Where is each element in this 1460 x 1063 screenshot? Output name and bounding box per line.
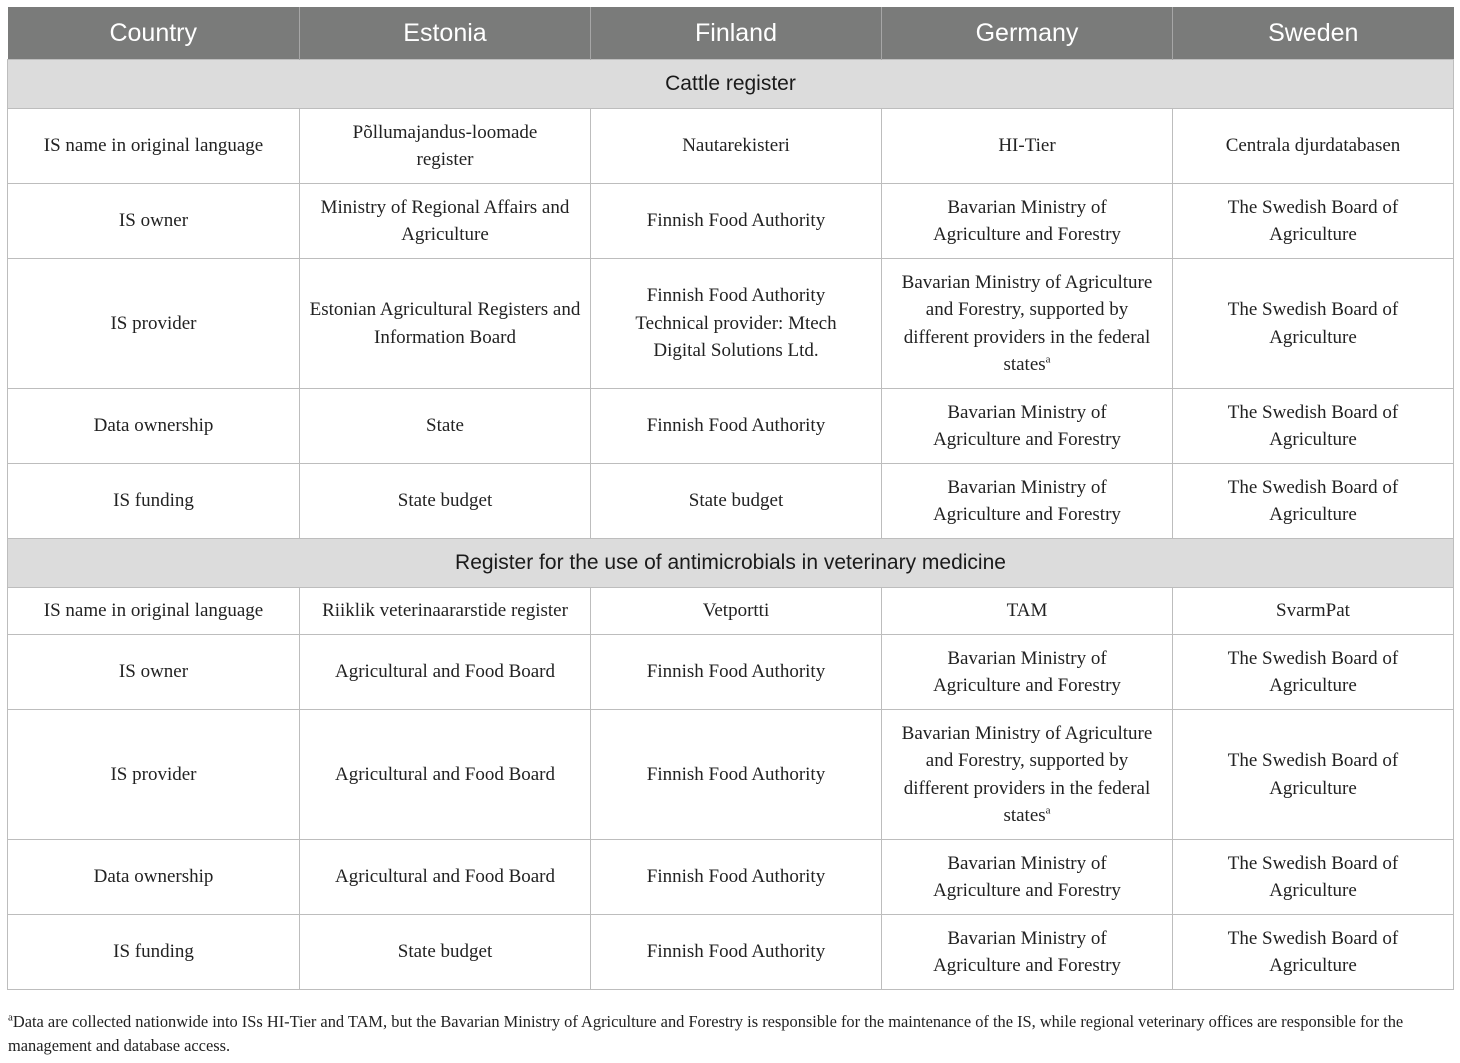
cell-sweden — [1173, 840, 1454, 915]
cell-estonia: Riiklik veterinaararstide register — [300, 588, 591, 635]
cell-germany — [882, 464, 1173, 539]
cell-finland: Finnish Food Authority — [591, 840, 882, 915]
cell-estonia: Estonian Agricultural Registers and Information Board — [300, 259, 591, 389]
cell-germany — [882, 840, 1173, 915]
cell-germany: HI-Tier — [882, 109, 1173, 184]
cell-text: The Swedish Board of Agriculture — [1227, 647, 1399, 696]
table-row — [8, 109, 1454, 184]
cell-text: Põllumajandus-loomade register — [352, 121, 538, 170]
cell-finland: Finnish Food Authority — [591, 915, 882, 990]
table-row — [8, 464, 1454, 539]
footnote-marker: a — [1045, 353, 1051, 366]
row-label: Data ownership — [8, 389, 300, 464]
cell-text: Bavarian Ministry of Agriculture and Forestry — [933, 401, 1121, 450]
cell-sweden — [1173, 389, 1454, 464]
cell-sweden — [1173, 710, 1454, 840]
cell-germany — [882, 259, 1173, 389]
cell-text: Bavarian Ministry of Agriculture and Forestry — [933, 852, 1121, 901]
cell-estonia: State budget — [300, 464, 591, 539]
cell-text: Bavarian Ministry of Agriculture and Forestry — [933, 196, 1121, 245]
cell-finland: Finnish Food Authority — [591, 635, 882, 710]
cell-text: The Swedish Board of Agriculture — [1227, 750, 1399, 799]
table-row — [8, 184, 1454, 259]
section-title: Register for the use of antimicrobials in veterinary medicine — [8, 539, 1454, 588]
row-label: IS funding — [8, 915, 300, 990]
section-row — [8, 60, 1454, 109]
cell-estonia: State budget — [300, 915, 591, 990]
row-label: IS name in original language — [8, 588, 300, 635]
cell-germany — [882, 389, 1173, 464]
cell-estonia: Agricultural and Food Board — [300, 710, 591, 840]
cell-estonia: Ministry of Regional Affairs and Agriculture — [300, 184, 591, 259]
cell-estonia: State — [300, 389, 591, 464]
header-sweden: Sweden — [1173, 7, 1454, 60]
row-label: IS funding — [8, 464, 300, 539]
row-label: Data ownership — [8, 840, 300, 915]
table-footnote — [8, 1010, 1456, 1058]
cell-finland: State budget — [591, 464, 882, 539]
cell-germany — [882, 915, 1173, 990]
cell-text: Bavarian Ministry of Agriculture and Forestry — [933, 476, 1121, 525]
cell-estonia: Agricultural and Food Board — [300, 840, 591, 915]
cell-text: The Swedish Board of Agriculture — [1227, 196, 1399, 245]
table-row — [8, 635, 1454, 710]
cell-finland — [591, 259, 882, 389]
header-row — [8, 7, 1454, 60]
cell-germany — [882, 635, 1173, 710]
cell-text: Bavarian Ministry of Agriculture and Forestry — [933, 647, 1121, 696]
header-estonia: Estonia — [300, 7, 591, 60]
row-label: IS owner — [8, 184, 300, 259]
header-germany: Germany — [882, 7, 1173, 60]
cell-sweden — [1173, 259, 1454, 389]
cell-sweden: SvarmPat — [1173, 588, 1454, 635]
table-row — [8, 259, 1454, 389]
cell-sweden — [1173, 464, 1454, 539]
table-row — [8, 588, 1454, 635]
cell-germany: TAM — [882, 588, 1173, 635]
row-label: IS provider — [8, 259, 300, 389]
footnote-marker: a — [1045, 804, 1051, 817]
cell-germany — [882, 710, 1173, 840]
footnote-text: Data are collected nationwide into ISs HI-Tier and TAM, but the Bavarian Ministry of Agriculture and Forestry is responsible for the maintenance of the IS, while regional veterinary offices are responsible for the management and database access. — [8, 1012, 1404, 1055]
table-row — [8, 915, 1454, 990]
cell-sweden: Centrala djurdatabasen — [1173, 109, 1454, 184]
cell-text-main: Bavarian Ministry of Agriculture and Forestry, supported by different providers in the federal states — [901, 271, 1153, 375]
row-label: IS provider — [8, 710, 300, 840]
cell-text — [890, 269, 1164, 379]
comparison-table — [7, 7, 1454, 990]
table-row — [8, 840, 1454, 915]
table-row — [8, 710, 1454, 840]
cell-text-main: Bavarian Ministry of Agriculture and Forestry, supported by different providers in the federal states — [901, 722, 1153, 826]
cell-finland: Finnish Food Authority — [591, 710, 882, 840]
row-label: IS name in original language — [8, 109, 300, 184]
cell-sweden — [1173, 184, 1454, 259]
cell-text: The Swedish Board of Agriculture — [1227, 299, 1399, 348]
cell-estonia — [300, 109, 591, 184]
cell-text: The Swedish Board of Agriculture — [1227, 401, 1399, 450]
cell-text — [890, 720, 1164, 830]
cell-text: The Swedish Board of Agriculture — [1227, 852, 1399, 901]
section-title: Cattle register — [8, 60, 1454, 109]
row-label: IS owner — [8, 635, 300, 710]
cell-text: The Swedish Board of Agriculture — [1227, 927, 1399, 976]
cell-text: Finnish Food Authority Technical provider: Mtech Digital Solutions Ltd. — [635, 285, 837, 362]
section-row — [8, 539, 1454, 588]
cell-sweden — [1173, 635, 1454, 710]
cell-finland: Vetportti — [591, 588, 882, 635]
table-row — [8, 389, 1454, 464]
cell-finland: Nautarekisteri — [591, 109, 882, 184]
cell-sweden — [1173, 915, 1454, 990]
cell-estonia: Agricultural and Food Board — [300, 635, 591, 710]
footnote-marker: a — [8, 1011, 13, 1024]
cell-finland: Finnish Food Authority — [591, 389, 882, 464]
cell-germany — [882, 184, 1173, 259]
header-country: Country — [8, 7, 300, 60]
cell-text: The Swedish Board of Agriculture — [1227, 476, 1399, 525]
cell-text: Bavarian Ministry of Agriculture and Forestry — [933, 927, 1121, 976]
header-finland: Finland — [591, 7, 882, 60]
cell-finland: Finnish Food Authority — [591, 184, 882, 259]
